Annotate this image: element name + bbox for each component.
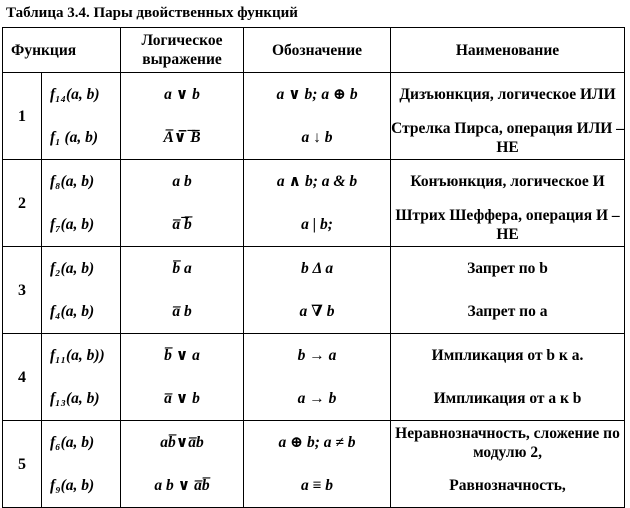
function-cell [42,160,121,247]
expression-cell-line: ab̅∨a̅b [160,434,204,451]
expression-cell-line: A̅∨̅ ̅B̅ [163,129,201,146]
function-cell-line: f₆(a, b) [50,434,95,451]
notation-cell-line: a ⊕ b; a ≠ b [278,434,356,451]
notation-cell-line: a ∨ b; a ⊕ b [276,86,358,103]
function-cell-line: f₈(a, b) [50,173,95,190]
function-cell [42,421,121,508]
table-row [3,421,625,508]
name-cell [391,334,625,421]
table-row [3,160,625,247]
function-cell [42,73,121,160]
name-cell-line: Запрет по b [467,260,548,277]
function-cell-line: f₄(a, b) [50,303,95,320]
notation-cell [244,160,391,247]
header-row [3,28,625,73]
expression-cell-line: a ∨ b [164,86,200,103]
row-number: 4 [3,334,42,421]
table-row [3,334,625,421]
notation-cell-line: b → a [297,347,337,364]
name-cell-line: Дизъюнкция, логическое ИЛИ [399,86,616,103]
expression-cell-line: a̅ ̅b̅ [172,216,192,233]
row-number: 2 [3,160,42,247]
function-cell-line: f₂(a, b) [50,260,95,277]
function-cell-line: f₁₁(a, b)) [50,347,105,364]
function-cell-line: f₁₃(a, b) [50,390,100,407]
notation-cell [244,247,391,334]
notation-cell-line: b Δ a [300,260,334,277]
expression-cell [121,247,244,334]
header-name: Наименование [391,28,625,73]
notation-cell [244,334,391,421]
name-cell-line: Запрет по a [467,303,548,320]
expression-cell-line: b̅ a [172,260,192,277]
name-cell-line: Стрелка Пирса, операция ИЛИ – НЕ [391,119,624,156]
expression-cell [121,421,244,508]
name-cell-line: Импликация от b к a. [431,347,584,364]
notation-cell [244,421,391,508]
expression-cell [121,160,244,247]
table-row [3,247,625,334]
row-number: 5 [3,421,42,508]
name-cell [391,73,625,160]
name-cell-line: Равнозначность, [449,477,566,494]
expression-cell-line: a̅ ∨ b [164,390,200,407]
expression-cell-line: a̅ b [172,303,192,320]
expression-cell [121,334,244,421]
header-function: Функция [3,28,121,73]
dual-functions-table [2,27,625,508]
table-caption: Таблица 3.4. Пары двойственных функций [6,5,298,21]
name-cell [391,160,625,247]
expression-cell-line: a b [172,173,192,190]
name-cell [391,247,625,334]
name-cell-line: Неравнозначность, сложение по модулю 2, [395,424,620,461]
function-cell-line: f₇(a, b) [50,216,95,233]
function-cell [42,334,121,421]
notation-cell-line: a | b; [301,216,333,233]
row-number: 3 [3,247,42,334]
expression-cell-line: a b ∨ a̅b̅ [154,477,210,494]
function-cell [42,247,121,334]
name-cell-line: Штрих Шеффера, операция И – НЕ [395,206,620,243]
header-logical-expression: Логическое выражение [121,28,244,73]
name-cell-line: Импликация от a к b [433,390,582,407]
notation-cell-line: a ∇ b [299,303,335,320]
expression-cell-line: b̅ ∨ a [164,347,200,364]
table-row [3,73,625,160]
notation-cell-line: a → b [297,390,337,407]
name-cell-line: Конъюнкция, логическое И [410,173,605,190]
name-cell [391,421,625,508]
notation-cell-line: a ≡ b [300,477,334,494]
row-number: 1 [3,73,42,160]
function-cell-line: f₉(a, b) [50,477,95,494]
notation-cell [244,73,391,160]
function-cell-line: f₁₄(a, b) [50,86,100,103]
expression-cell [121,73,244,160]
header-notation: Обозначение [244,28,391,73]
function-cell-line: f₁ (a, b) [50,129,99,146]
notation-cell-line: a ↓ b [301,129,333,146]
notation-cell-line: a ∧ b; a & b [276,173,358,190]
